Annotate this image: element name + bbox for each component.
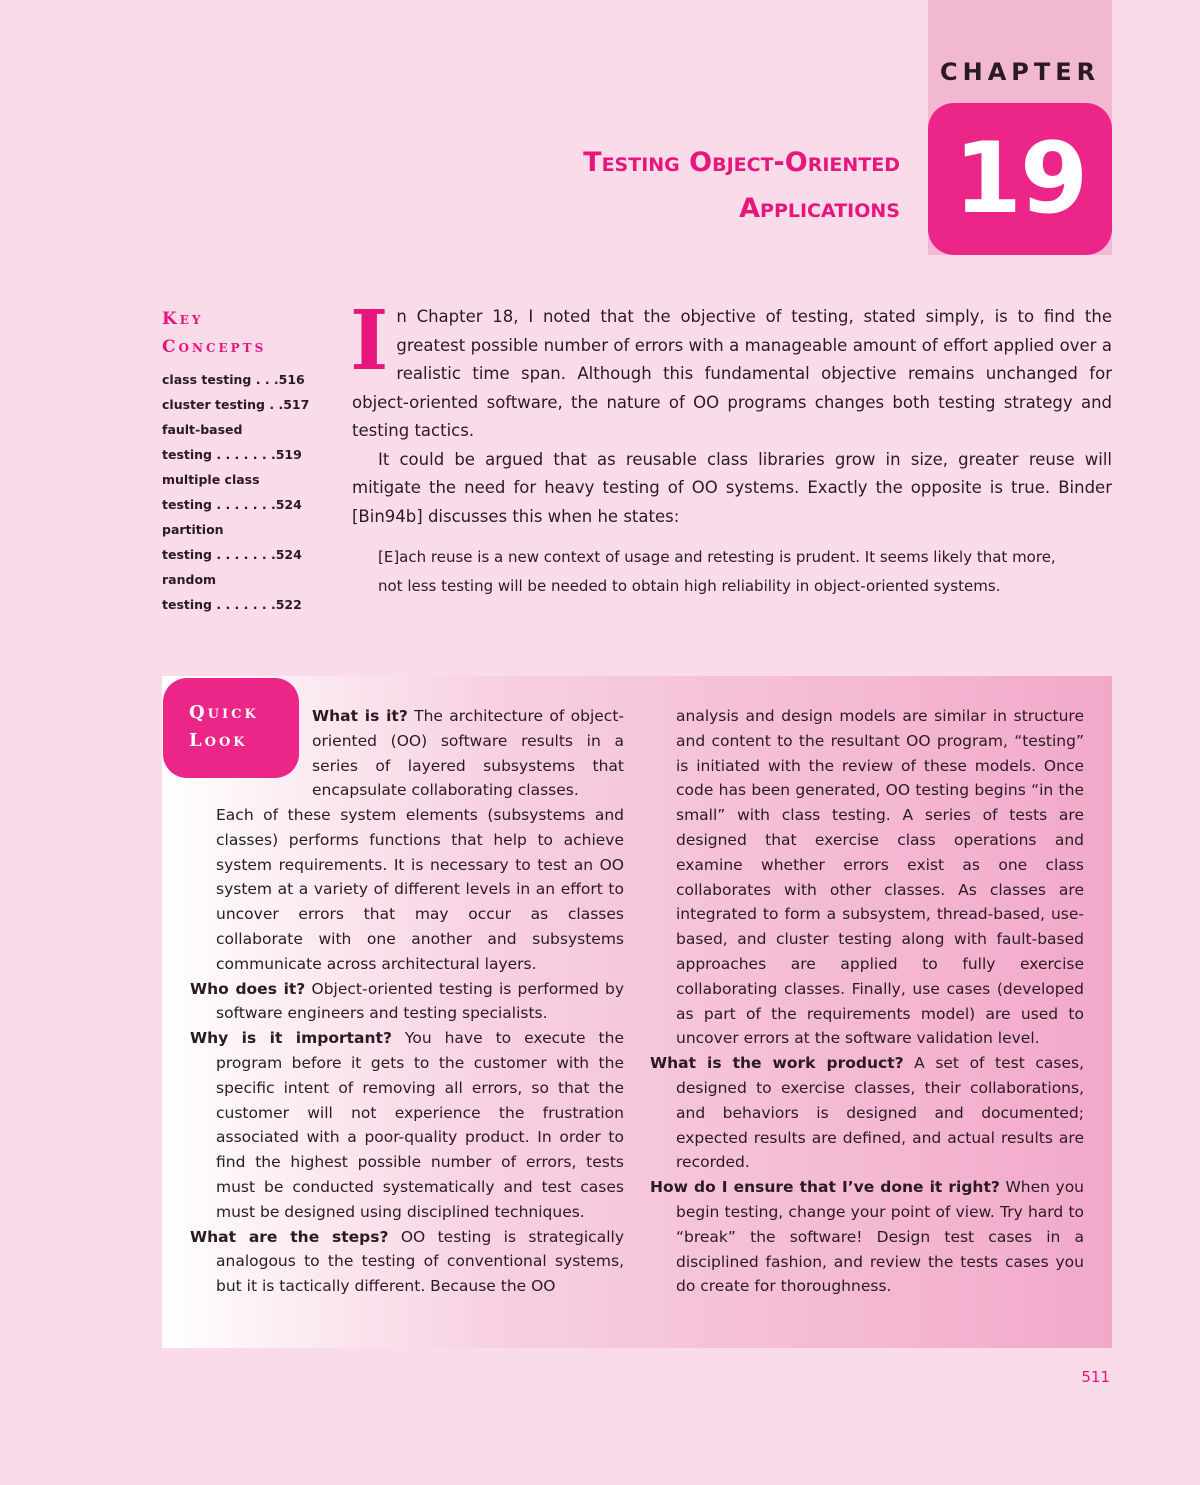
key-concept-item: fault-based — [162, 422, 243, 437]
key-concepts-title-line2: Concepts — [162, 337, 267, 357]
block-quote: [E]ach reuse is a new context of usage and retesting is prudent. It seems likely that more, not less testing will be needed to obtain high reliability in object-oriented systems. — [378, 548, 1056, 595]
quick-look-badge-line1: Quick — [189, 702, 259, 723]
q6 — [650, 1175, 1084, 1299]
key-concept-item: testing . . . . . . .519 — [162, 447, 302, 462]
q4 — [190, 1225, 624, 1299]
q5 — [650, 1051, 1084, 1175]
chapter-label: CHAPTER — [940, 58, 1101, 86]
quick-look-badge — [163, 678, 299, 778]
intro-paragraph-1-text: n Chapter 18, I noted that the objective of testing, stated simply, is to find the greatest possible number of errors with a manageable amount of effort applied over a realistic time span. Although this fundamental objective remains unchanged for object-oriented software, the nature of OO programs changes both testing strategy and testing tactics. — [352, 307, 1112, 440]
q3-label: Why is it important? — [190, 1029, 392, 1048]
key-concepts-sidebar — [162, 305, 312, 617]
quick-look-column-2 — [650, 704, 1084, 1299]
q1-label: What is it? — [312, 707, 408, 725]
key-concepts-list — [162, 367, 312, 617]
key-concept-item: testing . . . . . . .522 — [162, 597, 302, 612]
drop-cap: I — [350, 293, 389, 389]
key-concept-item: random — [162, 572, 217, 587]
key-concepts-title — [162, 305, 312, 361]
q5-text: A set of test cases, designed to exercise classes, their collaborations, and behaviors is designed and documented; expected results are defined, and actual results are recorded. — [676, 1054, 1085, 1172]
q6-text: When you begin testing, change your point of view. Try hard to “break” the software! Design test cases in a disciplined fashion, and review the tests cases you do create for thoroughness. — [676, 1178, 1085, 1296]
page-number: 511 — [1081, 1368, 1110, 1386]
key-concept-item: cluster testing . .517 — [162, 397, 310, 412]
chapter-title — [360, 140, 900, 232]
q4-continued: analysis and design models are similar in structure and content to the resultant OO program, “testing” is initiated with the review of these models. Once code has been generated, OO testing begins “in the small” with class testing. A series of tests are designed that exercise class operations and examine whether errors exist as one class collaborates with other classes. As classes are integrated to form a subsystem, thread-based, use-based, and cluster testing along with fault-based approaches are applied to fully exercise collaborating classes. Finally, use cases (developed as part of the requirements model) are used to uncover errors at the software validation level. — [676, 707, 1084, 1048]
key-concept-item: class testing . . .516 — [162, 372, 305, 387]
q5-label: What is the work product? — [650, 1054, 904, 1073]
key-concept-item: testing . . . . . . .524 — [162, 547, 302, 562]
quick-look-column-1 — [190, 803, 624, 1299]
chapter-title-line2: Applications — [739, 193, 900, 224]
intro-text — [350, 293, 1112, 531]
q3-text: You have to execute the program before it gets to the customer with the specific intent of removing all errors, so that the customer will not experience the frustration associated with a poor-quality product. In order to find the highest possible number of errors, tests must be conducted systematically and test cases must be designed using disciplined techniques. — [216, 1029, 624, 1221]
q2-label: Who does it? — [190, 979, 306, 998]
q1-text-a: The architecture of object-oriented (OO) software results in a series of layered subsystems that encapsulate collaborating classes. — [312, 707, 624, 800]
q4-text: OO testing is strategically analogous to the testing of conventional systems, but it is tactically different. Because the OO — [216, 1227, 624, 1296]
intro-paragraph-2: It could be argued that as reusable class libraries grow in size, greater reuse will mitigate the need for heavy testing of OO systems. Exactly the opposite is true. Binder [Bin94b] discusses this when he states: — [352, 449, 1112, 526]
intro-paragraph-1 — [350, 293, 1112, 446]
quick-look-badge-line2: Look — [189, 730, 248, 751]
q2-text: Object-oriented testing is performed by software engineers and testing specialists. — [216, 979, 624, 1023]
key-concept-item: testing . . . . . . .524 — [162, 497, 302, 512]
chapter-title-line1: Testing Object-Oriented — [583, 147, 900, 178]
q2 — [190, 977, 624, 1027]
chapter-number: 19 — [928, 103, 1112, 255]
key-concept-item: multiple class — [162, 472, 260, 487]
q6-label: How do I ensure that I’ve done it right? — [650, 1178, 1000, 1197]
key-concept-item: partition — [162, 522, 224, 537]
q1-text-b: Each of these system elements (subsystems and classes) performs functions that help to achieve system requirements. It is necessary to test an OO system at a variety of different levels in an effort to uncover errors that may occur as classes collaborate with one another and subsystems communicate across architectural layers. — [216, 806, 624, 973]
q3 — [190, 1026, 624, 1224]
q4-label: What are the steps? — [190, 1227, 389, 1246]
quick-look-q1-start — [312, 704, 624, 803]
key-concepts-title-line1: Key — [162, 309, 204, 329]
